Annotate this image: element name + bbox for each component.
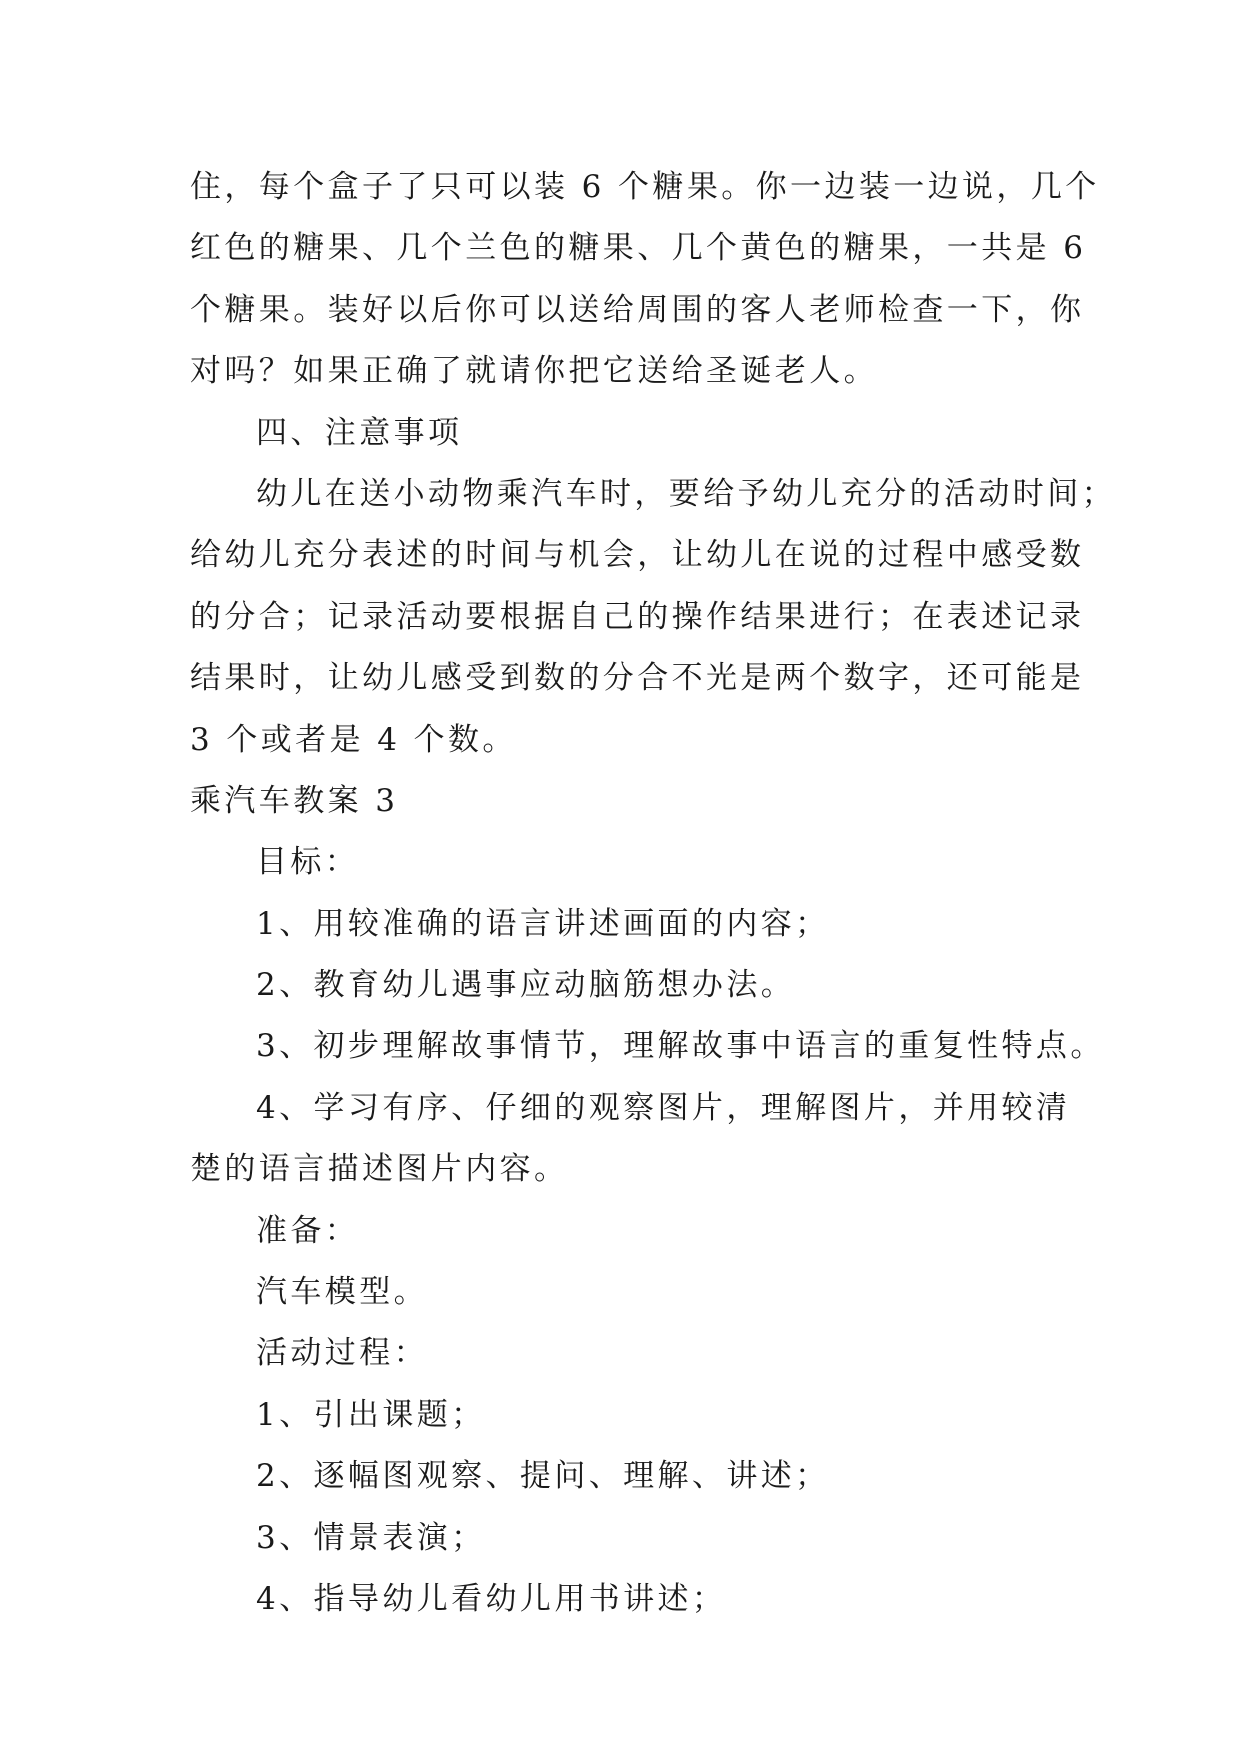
- text-line: 4、学习有序、仔细的观察图片，理解图片，并用较清: [256, 1089, 1071, 1126]
- text-line: 幼儿在送小动物乘汽车时，要给予幼儿充分的活动时间；: [256, 475, 1116, 512]
- text-line: 个糖果。装好以后你可以送给周围的客人老师检查一下，你: [190, 291, 1085, 328]
- text-line: 1、用较准确的语言讲述画面的内容；: [256, 905, 830, 942]
- text-line: 结果时，让幼儿感受到数的分合不光是两个数字，还可能是: [190, 660, 1085, 697]
- text-line: 2、逐幅图观察、提问、理解、讲述；: [256, 1458, 830, 1495]
- text-line: 的分合；记录活动要根据自己的操作结果进行；在表述记录: [190, 598, 1085, 635]
- text-line: 3 个或者是 4 个数。: [190, 721, 517, 758]
- text-line: 给幼儿充分表述的时间与机会，让幼儿在说的过程中感受数: [190, 537, 1085, 574]
- text-line: 红色的糖果、几个兰色的糖果、几个黄色的糖果，一共是 6: [190, 230, 1087, 267]
- text-line: 汽车模型。: [256, 1274, 428, 1311]
- text-line: 4、指导幼儿看幼儿用书讲述；: [256, 1580, 727, 1617]
- text-line: 3、情景表演；: [256, 1519, 486, 1556]
- text-line: 3、初步理解故事情节，理解故事中语言的重复性特点。: [256, 1028, 1105, 1065]
- text-line: 住，每个盒子了只可以装 6 个糖果。你一边装一边说，几个: [190, 169, 1100, 205]
- text-line: 四、注意事项: [256, 414, 463, 451]
- text-line: 乘汽车教案 3: [190, 782, 399, 819]
- text-line: 楚的语言描述图片内容。: [190, 1151, 569, 1188]
- text-line: 2、教育幼儿遇事应动脑筋想办法。: [256, 967, 796, 1004]
- text-line: 对吗？如果正确了就请你把它送给圣诞老人。: [190, 353, 878, 390]
- text-line: 1、引出课题；: [256, 1396, 486, 1433]
- text-line: 目标：: [256, 844, 360, 881]
- document-body: [190, 157, 1116, 1630]
- text-line: 准备：: [256, 1212, 360, 1249]
- text-line: 活动过程：: [256, 1335, 428, 1372]
